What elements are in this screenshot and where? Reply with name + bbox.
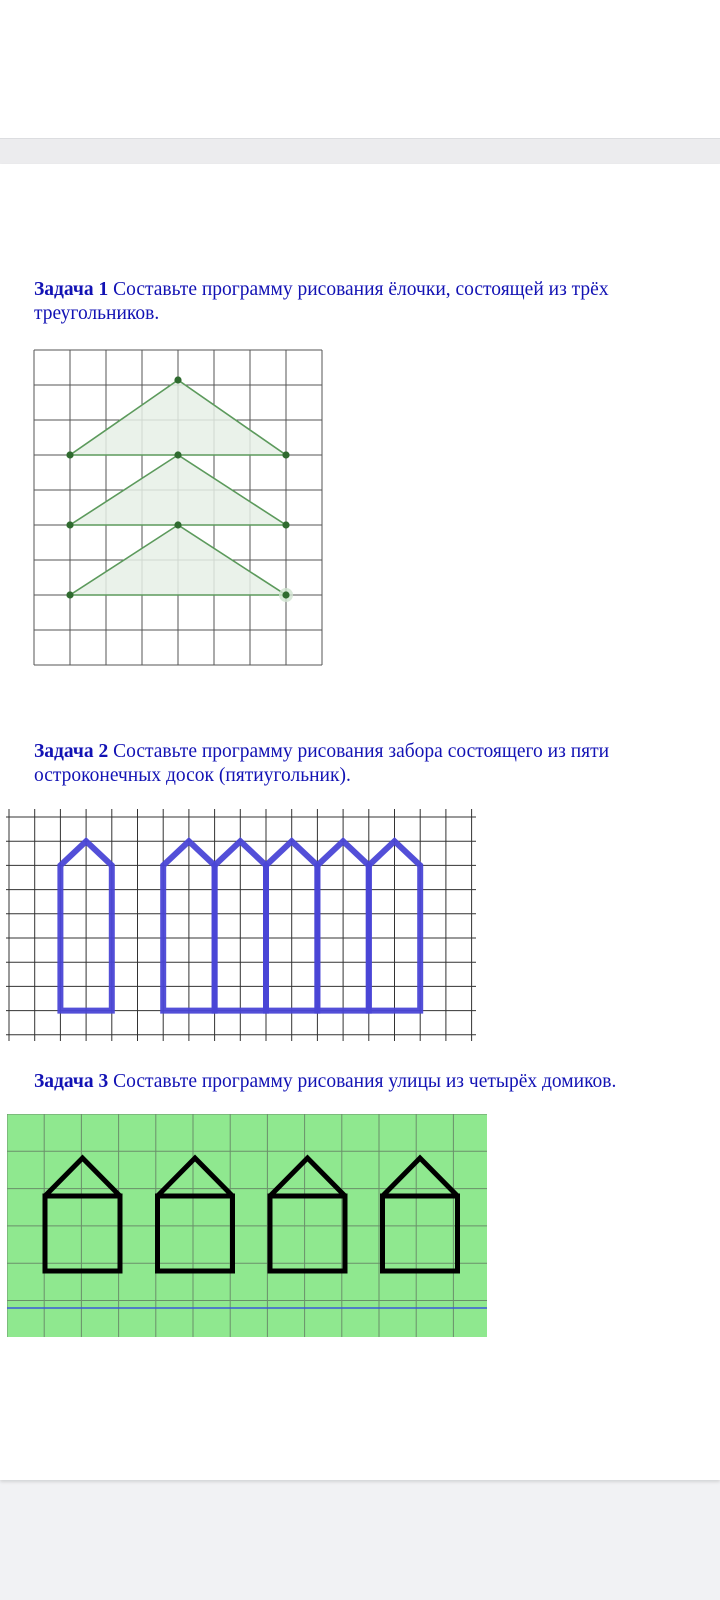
- task-1-label: Задача 1: [34, 279, 109, 300]
- tree-vertex-point: [66, 451, 73, 458]
- task-3-description: Составьте программу рисования улицы из четырёх домиков.: [113, 1071, 617, 1092]
- tree-vertex-point: [282, 591, 289, 598]
- task-2-description: Составьте программу рисования забора состоящего из пяти остроконечных досок (пятиугольник).: [34, 741, 610, 786]
- task-2-text: [34, 740, 694, 788]
- task-2-label: Задача 2: [34, 741, 109, 762]
- task-3-text: [34, 1070, 694, 1094]
- tree-vertex-point: [66, 521, 73, 528]
- fence-figure: [6, 809, 476, 1041]
- task-3-label: Задача 3: [34, 1071, 109, 1092]
- top-divider: [0, 138, 720, 165]
- document-page[interactable]: [0, 164, 720, 1480]
- task-1-description: Составьте программу рисования ёлочки, состоящей из трёх треугольников.: [34, 279, 609, 324]
- tree-triangles: [66, 376, 293, 602]
- tree-triangle: [70, 380, 286, 455]
- tree-vertex-point: [174, 376, 181, 383]
- houses-figure: [7, 1114, 487, 1337]
- tree-vertex-point: [66, 591, 73, 598]
- top-bar: [0, 0, 720, 138]
- tree-figure: [33, 349, 325, 666]
- tree-vertex-point: [282, 451, 289, 458]
- tree-vertex-point: [174, 451, 181, 458]
- tree-vertex-point: [282, 521, 289, 528]
- task-1-text: [34, 278, 694, 326]
- tree-vertex-point: [174, 521, 181, 528]
